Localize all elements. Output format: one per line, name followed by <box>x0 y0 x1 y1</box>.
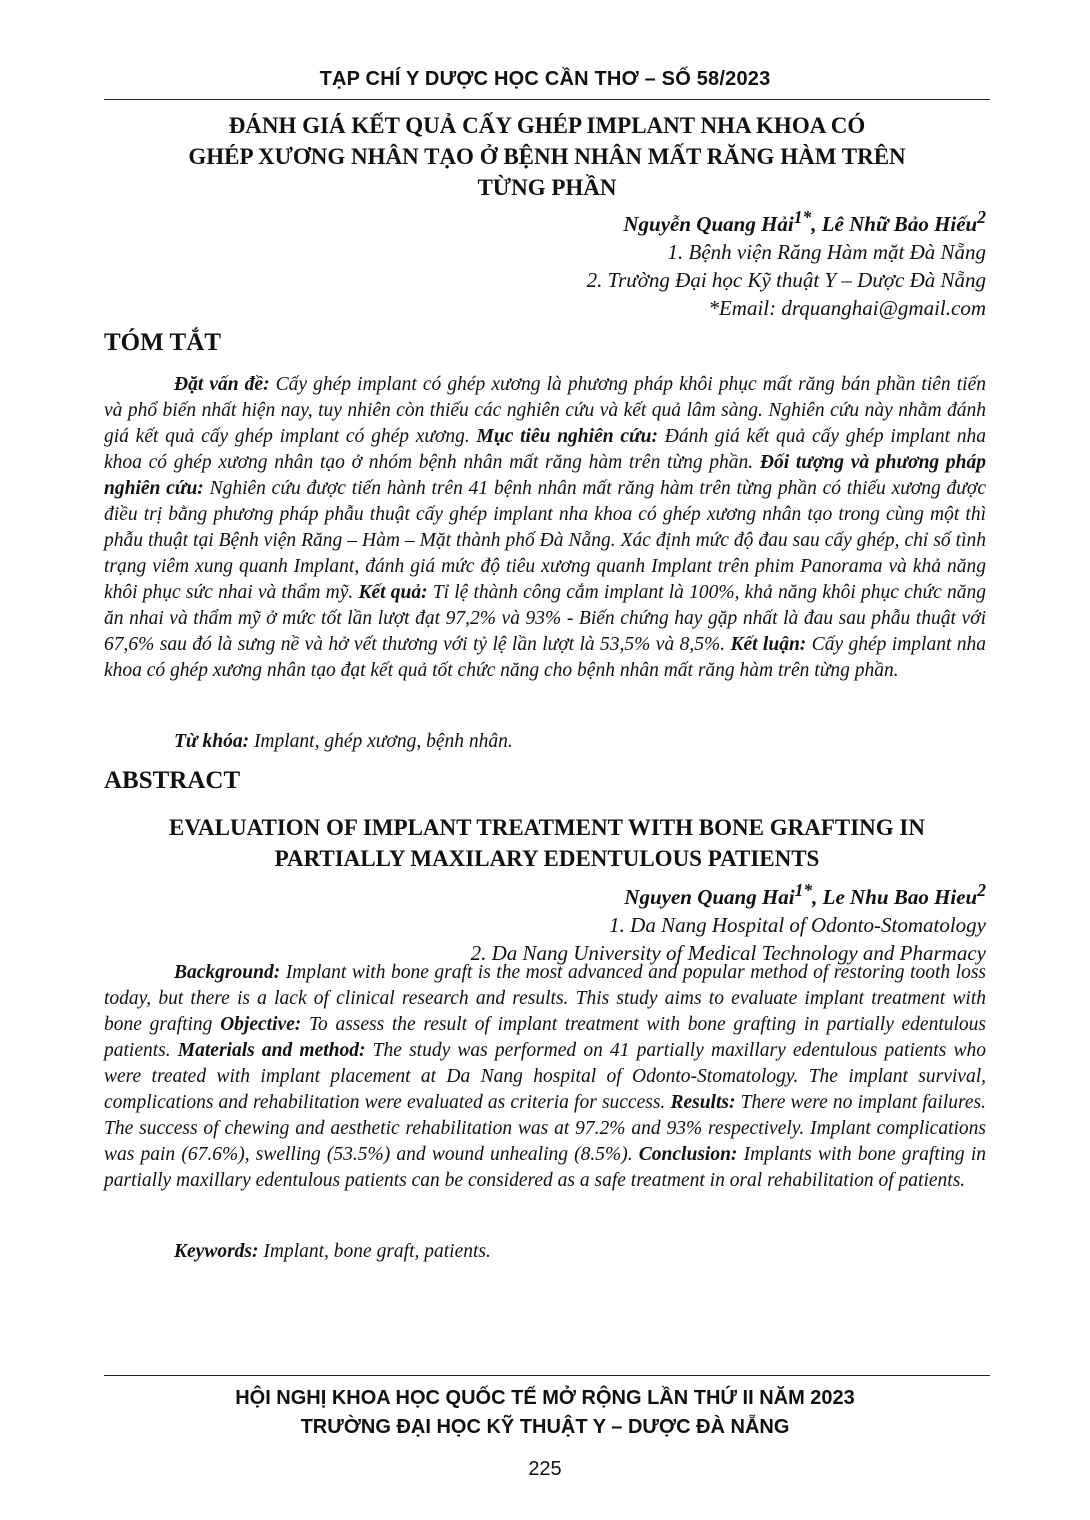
author-2: Lê Nhữ Bảo Hiếu <box>821 212 978 236</box>
title-vn-line: ĐÁNH GIÁ KẾT QUẢ CẤY GHÉP IMPLANT NHA KHOA CÓ <box>228 113 866 138</box>
email: *Email: drquanghai@gmail.com <box>708 296 986 320</box>
title-vn-line: GHÉP XƯƠNG NHÂN TẠO Ở BỆNH NHÂN MẤT RĂNG HÀM TRÊN <box>188 144 906 169</box>
title-en-line: PARTIALLY MAXILARY EDENTULOUS PATIENTS <box>274 846 820 871</box>
page-number: 225 <box>528 1458 562 1480</box>
author-1-sup: 1* <box>793 207 812 227</box>
abstract-body: Background: Implant with bone graft is the most advanced and popular method of restoring tooth loss today, but there is a lack of clinical research and results. This study aims to evaluate implant treatment with bone grafting Objective: To assess the result of implant treatment with bone grafting in partially edentulous patients. Materials and method: The study was performed on 41 partially maxillary edentulous patients who were treated with implant placement at Da Nang hospital of Odonto-Stomatology. The implant survival, complications and rehabilitation were evaluated as criteria for success. Results: There were no implant failures. The success of chewing and aesthetic rehabilitation was at 97.2% and 93% respectively. Implant complications was pain (67.6%), swelling (53.5%) and wound unhealing (8.5%). Conclusion: Implants with bone grafting in partially maxillary edentulous patients can be considered as a safe treatment in oral rehabilitation of patients. <box>104 962 987 1191</box>
affiliation-1: 1. Da Nang Hospital of Odonto-Stomatology <box>609 913 986 937</box>
authors-vn <box>587 203 986 322</box>
affiliation-2: 2. Da Nang University of Medical Technology and Pharmacy <box>470 941 986 965</box>
author-2-sup: 2 <box>977 880 986 900</box>
title-en-line: EVALUATION OF IMPLANT TREATMENT WITH BONE GRAFTING IN <box>169 815 925 840</box>
author-1: Nguyen Quang Hai <box>624 885 795 909</box>
author-2: Le Nhu Bao Hieu <box>822 885 978 909</box>
conference-footer <box>0 1384 1090 1442</box>
header-rule <box>104 99 990 100</box>
title-vn-line: TỪNG PHẦN <box>477 175 617 200</box>
author-names-en: Nguyen Quang Hai$^{1*}$, Le Nhu Bao Hieu$^2$ <box>624 880 986 909</box>
footer-line-2: TRƯỜNG ĐẠI HỌC KỸ THUẬT Y – DƯỢC ĐÀ NẴNG <box>300 1416 790 1438</box>
article-title-vn <box>104 110 990 203</box>
keywords-en: Keywords: Implant, bone graft, patients. <box>174 1241 491 1262</box>
footer-line-1: HỘI NGHỊ KHOA HỌC QUỐC TẾ MỞ RỘNG LẦN THỨ II NĂM 2023 <box>235 1387 855 1409</box>
author-2-sup: 2 <box>977 207 986 227</box>
authors-en <box>471 876 986 967</box>
summary-body: Đặt vấn đề: Cấy ghép implant có ghép xương là phương pháp khôi phục mất răng bán phần tiên tiến và phổ biến nhất hiện nay, tuy nhiên còn thiếu các nghiên cứu và kết quả lâm sàng. Nghiên cứu này nhằm đánh giá kết quả cấy ghép implant có ghép xương. Mục tiêu nghiên cứu: Đánh giá kết quả cấy ghép implant nha khoa có ghép xương nhân tạo ở nhóm bệnh nhân mất răng hàm trên từng phần. Đối tượng và phương pháp nghiên cứu: Nghiên cứu được tiến hành trên 41 bệnh nhân mất răng hàm trên từng phần có thiếu xương được điều trị bằng phương pháp phẫu thuật cấy ghép implant nha khoa có ghép xương nhân tạo trong cùng một thì phẫu thuật tại Bệnh viện Răng – Hàm – Mặt thành phố Đà Nẵng. Xác định mức độ đau sau cấy ghép, chỉ số tình trạng viêm xung quanh Implant, đánh giá mức độ tiêu xương quanh Implant trên phim Panorama và khả năng khôi phục sức nhai và thẩm mỹ. Kết quả: Tỉ lệ thành công cắm implant là 100%, khả năng khôi phục chức năng ăn nhai và thẩm mỹ ở mức tốt lần lượt đạt 97,2% và 93% - Biến chứng hay gặp nhất là đau sau phẫu thuật với 67,6% sau đó là sưng nề và hở vết thương với tỷ lệ lần lượt là 53,5% và 8,5%. Kết luận: Cấy ghép implant nha khoa có ghép xương nhân tạo đạt kết quả tốt chức năng cho bệnh nhân mất răng hàm trên từng phần. <box>104 374 986 681</box>
summary-heading: TÓM TẮT <box>104 329 221 356</box>
keywords-vn: Từ khóa: Implant, ghép xương, bệnh nhân. <box>174 731 513 752</box>
author-1: Nguyễn Quang Hải <box>623 212 794 236</box>
abstract-heading: ABSTRACT <box>104 767 241 794</box>
article-title-en <box>104 812 990 874</box>
footer-rule <box>104 1375 990 1376</box>
affiliation-2: 2. Trường Đại học Kỹ thuật Y – Dược Đà Nẵng <box>586 268 986 292</box>
affiliation-1: 1. Bệnh viện Răng Hàm mặt Đà Nẵng <box>667 240 986 264</box>
author-1-sup: 1* <box>794 880 813 900</box>
author-names-vn: Nguyễn Quang Hải$^{1*}$, Lê Nhữ Bảo Hiếu$^2$ <box>623 207 986 236</box>
journal-header: TẠP CHÍ Y DƯỢC HỌC CẦN THƠ – SỐ 58/2023 <box>319 68 771 90</box>
